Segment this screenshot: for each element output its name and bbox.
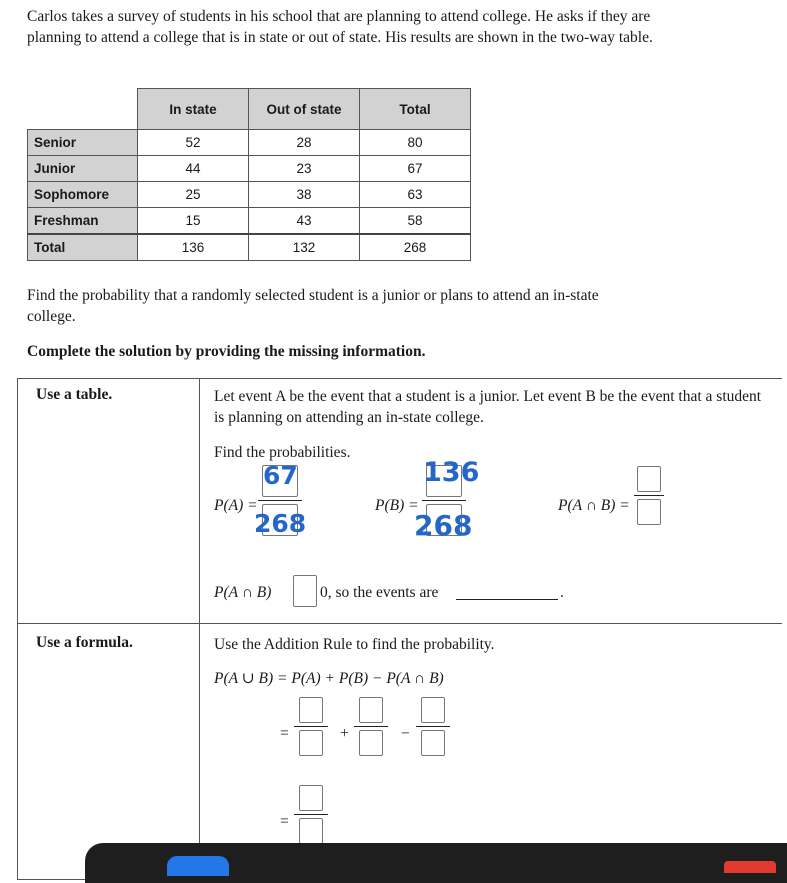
table-row [28,182,471,208]
fraction-bar [416,726,450,727]
addition-rule-text: Use the Addition Rule to find the probability. [214,636,495,653]
divider [199,379,200,879]
plus-sign: + [340,725,349,742]
pa-formula-fraction [294,697,328,756]
events-answer-blank[interactable] [456,599,558,600]
table-cell: 23 [249,156,360,182]
pab-formula-fraction [416,697,450,756]
table-cell: 15 [138,208,249,235]
events-text: Let event A be the event that a student is a junior. Let event B be the event that a student is planning on attending an in-state college. [214,388,762,426]
table-cell: 80 [360,130,471,156]
table-row [28,130,471,156]
compare-prefix: P(A ∩ B) [214,584,272,601]
formula-numerator-box[interactable] [421,697,445,723]
pab-label: P(A ∩ B) = [558,497,630,514]
equals-sign: = [280,725,289,742]
pab-denominator-box[interactable] [637,499,661,525]
pb-denominator-handwriting: 268 [414,509,473,542]
compare-suffix: 0, so the events are [320,584,439,601]
instruction-text: Complete the solution by providing the missing information. [27,343,426,360]
table-cell: 67 [360,156,471,182]
red-tab-button[interactable] [724,861,776,873]
use-formula-label: Use a formula. [36,634,133,651]
blue-tab-button[interactable] [167,856,229,876]
intro-text: Carlos takes a survey of students in his school that are planning to attend college. He asks if they are planning to attend a college that is in state or out of state. His results are shown in the two-way table. [27,8,653,46]
table-cell: 44 [138,156,249,182]
table-row [28,156,471,182]
table-cell: 52 [138,130,249,156]
result-fraction [294,785,328,844]
formula-denominator-box[interactable] [299,730,323,756]
two-way-table [27,88,471,261]
table-cell: 268 [360,234,471,261]
table-corner [28,89,138,130]
fraction-bar [294,814,328,815]
fraction-bar [258,500,302,501]
pb-formula-fraction [354,697,388,756]
pab-numerator-box[interactable] [637,466,661,492]
col-header: Total [360,89,471,130]
table-cell: 58 [360,208,471,235]
row-header: Total [28,234,138,261]
fraction-bar [294,726,328,727]
table-cell: 132 [249,234,360,261]
fraction-bar [354,726,388,727]
formula-denominator-box[interactable] [421,730,445,756]
formula-denominator-box[interactable] [359,730,383,756]
table-cell: 136 [138,234,249,261]
table-cell: 25 [138,182,249,208]
table-cell: 38 [249,182,360,208]
result-numerator-box[interactable] [299,785,323,811]
fraction-bar [634,495,664,496]
pa-denominator-handwriting: 268 [254,509,307,538]
fraction-bar [422,500,466,501]
comparison-box[interactable] [293,575,317,607]
find-probabilities-text: Find the probabilities. [214,444,351,461]
formula-numerator-box[interactable] [359,697,383,723]
table-cell: 63 [360,182,471,208]
row-header: Senior [28,130,138,156]
equals-sign: = [280,813,289,830]
table-row [28,208,471,235]
table-cell: 28 [249,130,360,156]
solution-table [17,378,782,880]
pa-label: P(A) = [214,497,258,514]
result-denominator-box[interactable] [299,818,323,844]
pab-fraction [634,466,664,525]
minus-sign: − [401,725,410,742]
row-header: Sophomore [28,182,138,208]
pa-numerator-handwriting: 67 [263,461,298,490]
row-header: Junior [28,156,138,182]
use-table-label: Use a table. [36,386,113,403]
row-header: Freshman [28,208,138,235]
col-header: Out of state [249,89,360,130]
pb-label: P(B) = [375,497,419,514]
table-row-total [28,234,471,261]
divider [18,623,782,624]
col-header: In state [138,89,249,130]
period: . [560,584,564,601]
union-equation: P(A ∪ B) = P(A) + P(B) − P(A ∩ B) [214,670,444,687]
pb-numerator-handwriting: 136 [423,457,480,488]
table-cell: 43 [249,208,360,235]
formula-numerator-box[interactable] [299,697,323,723]
question-text: Find the probability that a randomly selected student is a junior or plans to attend an in-state college. [27,287,599,325]
